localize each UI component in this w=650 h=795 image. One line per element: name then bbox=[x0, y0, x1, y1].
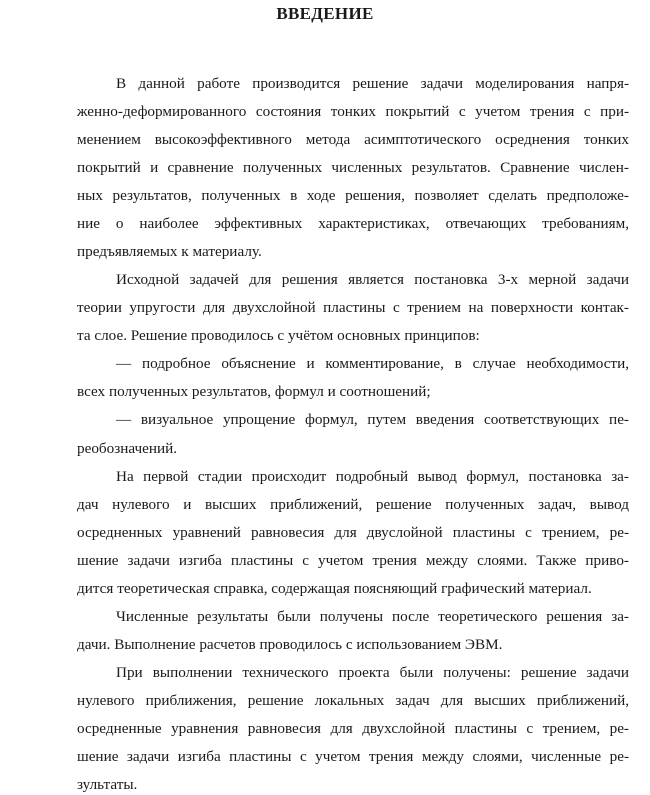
list-item-line: — визуальное упрощение формул, путем введения соответствующих пе- bbox=[116, 411, 629, 428]
text-line: осредненные уравнения равновесия для двухслойной пластины с трением, ре- bbox=[77, 720, 629, 737]
list-item-line: — подробное объяснение и комментирование, в случае необходимости, bbox=[116, 355, 629, 372]
text-line: нулевого приближения, решение локальных задач для высших приближений, bbox=[77, 692, 629, 709]
text-line: менением высокоэффективного метода асимптотического осреднения тонких bbox=[77, 131, 629, 148]
text-line: ние о наиболее эффективных характеристиках, отвечающих требованиям, bbox=[77, 215, 629, 232]
text-line: дач нулевого и высших приближений, решение полученных задач, вывод bbox=[77, 496, 629, 513]
text-line: шение задачи изгиба пластины с учетом трения между слоями. Также приво- bbox=[77, 552, 629, 569]
text-line: шение задачи изгиба пластины с учетом трения между слоями, численные ре- bbox=[77, 748, 629, 765]
text-line: Численные результаты были получены после теоретического решения за- bbox=[116, 608, 629, 625]
text-line: При выполнении технического проекта были получены: решение задачи bbox=[116, 664, 629, 681]
text-line: предъявляемых к материалу. bbox=[77, 243, 262, 260]
text-line: На первой стадии происходит подробный вывод формул, постановка за- bbox=[116, 468, 629, 485]
text-line: дится теоретическая справка, содержащая поясняющий графический материал. bbox=[77, 580, 592, 597]
text-line: Исходной задачей для решения является постановка 3-х мерной задачи bbox=[116, 271, 629, 288]
text-line: осредненных уравнений равновесия для двуслойной пластины с трением, ре- bbox=[77, 524, 629, 541]
text-line: теории упругости для двухслойной пластины с трением на поверхности контак- bbox=[77, 299, 629, 316]
list-item-line: всех полученных результатов, формул и соотношений; bbox=[77, 383, 431, 400]
text-line: В данной работе производится решение задачи моделирования напря- bbox=[116, 75, 629, 92]
text-line: ных результатов, полученных в ходе решения, позволяет сделать предположе- bbox=[77, 187, 629, 204]
text-line: дачи. Выполнение расчетов проводилось с использованием ЭВМ. bbox=[77, 636, 503, 653]
text-line: зультаты. bbox=[77, 776, 138, 793]
list-item-line: реобозначений. bbox=[77, 440, 178, 457]
text-line: та слое. Решение проводилось с учётом основных принципов: bbox=[77, 327, 480, 344]
text-line: покрытий и сравнение полученных численных результатов. Сравнение числен- bbox=[77, 159, 629, 176]
page-title: ВВЕДЕНИЕ bbox=[276, 4, 374, 23]
text-line: женно-деформированного состояния тонких покрытий с учетом трения с при- bbox=[77, 103, 629, 120]
